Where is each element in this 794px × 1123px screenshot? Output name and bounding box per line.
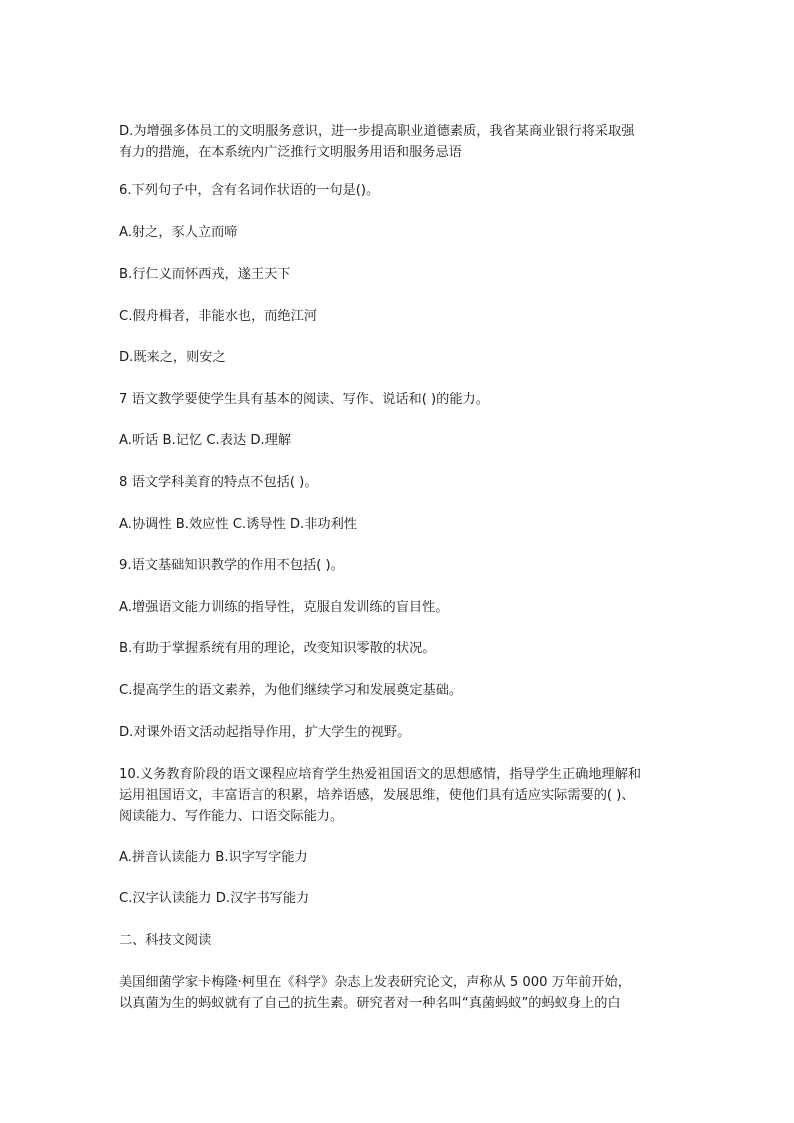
q6-option-d: D.既来之，则安之 [119, 350, 226, 365]
q10-stem-line2: 运用祖国语文，丰富语言的积累，培养语感，发展思维，使他们具有适应实际需要的( )、 [119, 788, 635, 803]
reading-paragraph [119, 972, 677, 1014]
q6-option-b: B.行仁义而怀西戎，遂王天下 [119, 267, 291, 282]
q9-option-c: C.提高学生的语文素养，为他们继续学习和发展奠定基础。 [119, 683, 463, 698]
q8-options: A.协调性 B.效应性 C.诱导性 D.非功利性 [119, 517, 357, 532]
q6-option-a: A.射之，豕人立而啼 [119, 225, 238, 240]
q9-option-b: B.有助于掌握系统有用的理论，改变知识零散的状况。 [119, 641, 436, 656]
reading-paragraph-line1: 美国细菌学家卡梅隆·柯里在《科学》杂志上发表研究论文，声称从 5 000 万年前开始， [119, 975, 631, 990]
section-heading: 二、科技文阅读 [119, 933, 212, 948]
q5-option-d-line2: 有力的措施，在本系统内广泛推行文明服务用语和服务忌语 [119, 145, 462, 160]
q6-option-c: C.假舟楫者，非能水也，而绝江河 [119, 309, 318, 324]
q7-options: A.听话 B.记忆 C.表达 D.理解 [119, 433, 292, 448]
q10-stem-line1: 10.义务教育阶段的语文课程应培育学生热爱祖国语文的思想感情，指导学生正确地理解和 [119, 767, 642, 782]
q8-stem: 8 语文学科美育的特点不包括( )。 [119, 475, 318, 490]
q10-stem [119, 764, 677, 827]
q10-stem-line3: 阅读能力、写作能力、口语交际能力。 [119, 809, 344, 824]
q9-option-a: A.增强语文能力训练的指导性，克服自发训练的盲目性。 [119, 600, 449, 615]
q6-stem: 6.下列句子中，含有名词作状语的一句是()。 [119, 183, 380, 198]
q9-stem: 9.语文基础知识教学的作用不包括( )。 [119, 558, 344, 573]
q10-options-ab: A.拼音认读能力 B.识字写字能力 [119, 850, 308, 865]
q9-option-d: D.对课外语文活动起指导作用，扩大学生的视野。 [119, 725, 411, 740]
q5-option-d-line1: D.为增强多体员工的文明服务意识，进一步提高职业道德素质，我省某商业银行将采取强 [119, 124, 635, 139]
q7-stem: 7 语文教学要使学生具有基本的阅读、写作、说话和( )的能力。 [119, 392, 489, 407]
reading-paragraph-line2: 以真菌为生的蚂蚁就有了自己的抗生素。研究者对一种名叫“真菌蚂蚁”的蚂蚁身上的白 [119, 996, 621, 1011]
q5-option-d [119, 121, 677, 163]
q10-options-cd: C.汉字认读能力 D.汉字书写能力 [119, 891, 310, 906]
